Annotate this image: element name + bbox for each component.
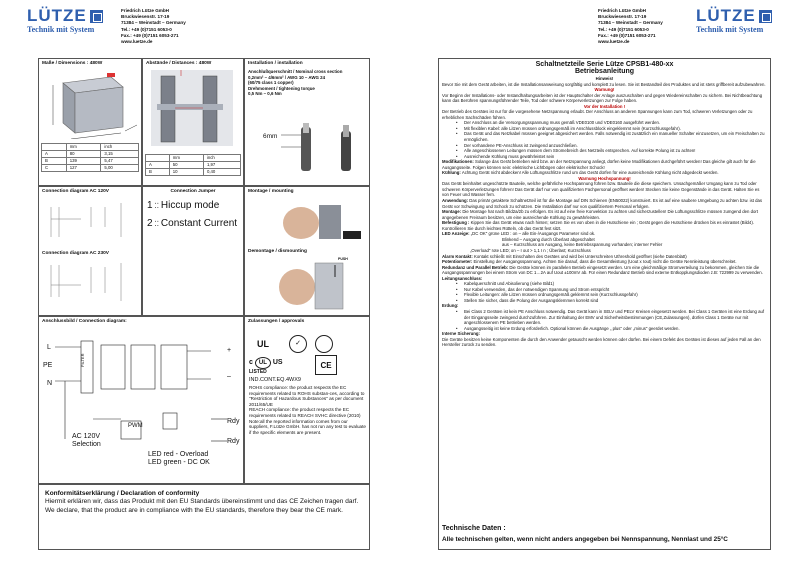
address-line: www.luetze.de — [121, 39, 153, 45]
table-row — [42, 151, 139, 158]
spec-line: (60/75 class 1 copper) — [248, 80, 294, 86]
label: Leitungsanschluss: — [442, 275, 483, 281]
spec-line: 0,2mm² – 4/6mm² / AWG 10 – AWG 24 — [248, 74, 326, 80]
table-row — [42, 158, 139, 165]
schutz-text: Die Geräte besitzen keine Komponenten die durch den Anwender getauscht werden können oder dürfen. Bei einem Defekt des Gerätes ist dieses auf jeden Fall an den Hersteller zurück zu senden. — [442, 336, 761, 348]
output-minus: – — [227, 373, 231, 380]
company-logo-left — [27, 8, 103, 34]
brand-name: LÜTZE — [696, 6, 756, 25]
list-item: • Alle angeschlossenen Leitungen müssen dem Stromebreich des Netzteils entsprechen. Auf korrekte Polung ist zu achten! — [442, 148, 767, 154]
conn-230v-title: Connection diagram AC 230V — [42, 251, 109, 256]
jumper-panel — [142, 186, 244, 316]
dimensions-title: Maße / Dimensions : 480W — [42, 61, 103, 66]
hochspannung-text: Das Gerät beinhaltet ungeschützte Bauteile, welche gefährliche Hochspannung führen bzw. Bauteile die diese speichern. Unsachgemäßer Umgang kann zu Tod oder schweren Körperverletzungen führen! Das Gerät darf nur von qualifizierten Fachpersonal geöffnet werden! Stecken Sie keine Gegenstände in das Gerät. Halten Sie es von Feuer und Wasser fern. — [442, 181, 760, 198]
table-cell: 50 — [169, 162, 203, 169]
brand-tagline: Technik mit System — [27, 25, 95, 34]
conformity-title: Konformitätserklärung / Declaration of conformity — [45, 490, 200, 497]
table-header — [146, 155, 170, 162]
table-cell: C — [42, 165, 67, 172]
address-line: 71384 – Weinstadt – Germany — [121, 20, 186, 26]
table-cell: A — [146, 162, 170, 169]
anwendung-text: Das primär getaktete Schaltnetzteil ist für die Montage auf DIN Schienen (EN50022) konstruiert. Es ist auf eine saubere Umgebung zu achten bzw. ist das Gerät vor Schwingung und Schock zu schützen. Die Installation darf nur von qualifiziertem Personal erfolgen. — [442, 198, 763, 209]
distances-table — [145, 154, 241, 176]
table-cell: 5,47 — [101, 158, 139, 165]
doc-subtitle: Betriebsanleitung — [574, 68, 635, 75]
address-line: Tel.: +49 (0)7151 6053-0 — [598, 26, 649, 32]
approvals-panel — [244, 316, 370, 484]
schematic-title: Anschlussbild / Connection diagram: — [42, 319, 127, 324]
list-item: • Ausgangsseitig ist keine Erdung erforderlich. Optional können die Ausgänge „ plus" oder „minus" geerdet werden. — [442, 326, 767, 332]
jumper-number: 1 — [147, 200, 153, 211]
mounting-drawing — [275, 197, 365, 243]
list-item: • Der vorhandene PE-Anschluss ist zwingend anzuschließen. — [442, 143, 767, 149]
vorsicht-text: Der Betrieb des Gerätes ist nur für die vorgesehene Netzspannung erlaubt. Der Anschluss an anderen Spannungen kann zum Tod, schweren Verletzungen oder zu erheblichen Sachschäden führen. — [442, 109, 753, 120]
list-item: • Der Anschluss an die Versorgungsspannung muss gemäß VDE0100 und VDE0160 ausgeführt werden. — [442, 120, 767, 126]
alarm-text: Kontakt schließt mit Einschalten des Gerätes und wird bei Unterschreiten Uthreshold geöffnet (siehe Datenblatt) — [474, 253, 687, 259]
brand-name: LÜTZE — [27, 6, 87, 25]
label: Redundanz und Parallel Betrieb: — [442, 264, 509, 270]
dismounting-title: Demontage / dismounting — [248, 249, 307, 254]
montage-text: Die Montage hat nach Bild2a/2b zu erfolgen. Es ist auf eine freie Konvektion zu achten und sicherzustellen! Die Lüftungsschlitze müssen zumgend den dort angegebenen Freiraum besitzen, um eine ausreichende Kühlung zu gewährleisten. — [442, 209, 759, 220]
kuehlung-text: Achtung Gerät nicht abdecken! Alle Lüftungsschlitze rund um das Gerät dürfen für eine ausreichende Kühlung nicht abgedeckt werden. — [461, 170, 719, 176]
table-cell: B — [42, 158, 67, 165]
schematic-panel — [38, 316, 244, 484]
redundanz-text: Die Geräte können im parallelen Betrieb eingesetzt werden. Um eine gleichmäßige Stromverteilung zu bekommen, gleichen Sie die Ausgangsspannungen bei einem Strom von DC 1…2A auf Uout ±100mV ab. Für einen Redundanz Betrieb sind externe Entkopplungsdioden z.B: 722999 zu verwenden. — [442, 264, 763, 276]
table-header: inch — [203, 155, 240, 162]
ce-logo-icon — [315, 335, 333, 353]
list-item: • Kabelquerschnitt und Abisolierung (siehe Bild1) — [442, 281, 767, 287]
approvals-notes — [249, 385, 367, 435]
output-plus: + — [227, 347, 232, 354]
table-cell: 1,97 — [203, 162, 240, 169]
label: Modifikationen: — [442, 159, 474, 165]
section-heading: Warnung! — [594, 87, 615, 93]
ce-mark-text: CE — [315, 355, 337, 375]
ul-logo-icon — [253, 339, 273, 355]
jumper-number: 2 — [147, 218, 153, 229]
wire-ferrule-drawing — [277, 121, 367, 181]
table-cell: 80 — [66, 151, 101, 158]
doc-title: Schaltnetzteile Serie Lütze CPSB1-480-xx — [535, 61, 674, 68]
approval-note: ROHS compliance: the product respects the EC requirements related to ROHS substan-ces, according to "Restriction of Hazardous Substances" as per document 2011/65/UE — [249, 385, 365, 407]
tech-data-heading: Technische Daten : — [442, 525, 506, 532]
list-item: • Ausreichende Kühlung muss gewährleistet sein — [442, 154, 767, 160]
installation-title: Installation / installation — [248, 61, 303, 66]
modifikationen-text: Solange das Gerät betrieben wird bzw. an der Netzspannung anliegt, dürfen keine Modifikationen durchgeführt werden! Das gleiche gilt auch für die Ausgangsseite. Folgen können sein: elektrische Lichtbögen oder elektrischer Schock! — [442, 159, 756, 170]
address-line: Fax.: +49 (0)7151 6053-271 — [121, 32, 179, 38]
company-address-left — [121, 8, 186, 45]
jumper-label: Constant Current — [160, 218, 238, 229]
table-cell: 127 — [66, 165, 101, 172]
section-heading: Vor der Installation ! — [583, 103, 626, 109]
label: Alarm Kontakt: — [442, 253, 473, 259]
company-address-right — [598, 8, 663, 45]
ul-listed: LISTED — [249, 369, 267, 375]
spec-line: Drehmoment / tightening torque — [248, 85, 315, 91]
conn-230v-drawing — [41, 257, 141, 315]
ul-circle-icon: UL — [255, 357, 271, 369]
table-header — [42, 144, 67, 151]
befestigung-text: Kippen Sie das Gerät etwas nach hinten; setzen Sie es von oben in die Hutschiene ein ; Gerät gegen die Hutschiene drücken bis es einrastet (Bild4). Kontrollieren Sie durch leichtes Rütteln, ob das Gerät fest sitzt. — [442, 220, 754, 231]
table-header: inch — [101, 144, 139, 151]
conformity-panel — [38, 484, 370, 550]
distances-title: Abstände / Distances : 480W — [146, 61, 212, 66]
filter-label: FILTER — [80, 353, 85, 367]
label: Montage: — [442, 209, 462, 215]
brand-square-icon — [759, 10, 772, 23]
dimensions-drawing — [41, 69, 141, 139]
list-item: • Das Gerät und das Netzkabel müssen geeignet abgesichert werden. Falls notwendig ist zusätzlich ein manueller Schalter einzusetzen, um ein Freischalten zu ermöglichen. — [442, 131, 767, 142]
conn-120v-drawing — [41, 197, 141, 247]
list-item: • Mit flexiblen Kabel: alle Litzen müssen ordnungsgemäß im Anschlussblock eingeklemmt sein (Kurzschlussgefahr). — [442, 126, 767, 132]
address-line: Bruckwiesenstr. 17-19 — [121, 14, 170, 20]
led-green-label: LED green - DC OK — [148, 459, 210, 466]
table-row — [146, 169, 241, 176]
ul-us: US — [272, 359, 283, 366]
mounting-panel — [244, 186, 370, 316]
approvals-title: Zulassungen / approvals — [248, 319, 305, 324]
spec-line: Anschlußquerschnitt / Nominal cross section — [248, 69, 343, 74]
address-line: Fax.: +49 (0)7151 6053-271 — [598, 32, 656, 38]
terminal-pe: PE — [43, 362, 53, 369]
installation-specs — [245, 69, 369, 97]
table-header: mm — [169, 155, 203, 162]
jumper-mode-hiccup: 1 ⁚⁚ Hiccup mode — [147, 200, 220, 211]
warnung-text: Vor Beginn der Installations- oder Instandhaltungsarbeiten ist der Hauptschalter der Anlage auszuschalten und gegen Wiedereinschalten zu sichern. Bei Nichtbeachtung kann das Berühren spannungsführender Teile, Tod oder schwere Körperverletzungen zur Folge haben. — [442, 92, 763, 104]
led-line: „Overload" rote LED; on – I out > 1,1 I n ; Überlast; Kurzschluss — [470, 247, 591, 253]
section-heading: Warnung Hochspannung! — [578, 175, 631, 181]
conformity-de: Hiermit erklären wir, dass das Produkt mit den EU Standards übereinstimmt und das CE Zeichen tragen darf. — [45, 498, 359, 506]
address-line: Friedrich Lütze GmbH — [598, 8, 646, 13]
company-logo-right — [696, 8, 772, 34]
conformity-en: We declare, that the product are in compliance with the EU standards, therefore they bear the CE mark. — [45, 506, 343, 514]
ul-mark-text: UL — [257, 339, 269, 349]
jumper-label: Hiccup mode — [160, 200, 220, 211]
spec-line: 0,5 Nm – 0,6 Nm — [248, 91, 282, 97]
pwm-label: PWM — [128, 423, 143, 429]
connection-diagram-panel — [38, 186, 142, 316]
distances-drawing — [145, 68, 243, 150]
ind-cont-label: IND.CONT.EQ.4WX9 — [249, 377, 301, 383]
terminal-l: L — [47, 344, 51, 351]
address-line: Bruckwiesenstr. 17-19 — [598, 14, 647, 20]
table-cell: A — [42, 151, 67, 158]
label: Kühlung: — [442, 170, 461, 176]
brand-tagline: Technik mit System — [696, 25, 764, 34]
tech-data-text: Alle technischen gelten, wenn nicht anders angegeben bei Nennspannung, Nennlast und 25°C — [442, 536, 728, 543]
conn-120v-title: Connection diagram AC 120V — [42, 189, 109, 194]
schematic-drawing — [41, 329, 241, 479]
dimensions-panel — [38, 58, 142, 186]
instructions-panel — [438, 58, 771, 550]
address-line: 71384 – Weinstadt – Germany — [598, 20, 663, 26]
mounting-title: Montage / mounting — [248, 189, 294, 194]
section-heading: Hinweis! — [595, 76, 614, 81]
brand-square-icon — [90, 10, 103, 23]
table-cell: 3,15 — [101, 151, 139, 158]
table-cell: 0,40 — [203, 169, 240, 176]
terminal-n: N — [47, 380, 53, 387]
installation-panel — [244, 58, 370, 186]
list-item: • Flexible Leitungen: alle Litzen müssen ordnungsgemäß geklemmt sein (Kurzschlussgefahr) — [442, 292, 767, 298]
list-item: • Stellen Sie sicher, dass die Polung der Ausgangsklemmen korrekt sind — [442, 298, 767, 304]
table-row — [146, 162, 241, 169]
jumper-title: Connection Jumper — [170, 189, 216, 194]
ul-c: c — [249, 359, 253, 366]
label: Befestigung : — [442, 220, 470, 226]
label: Erdung: — [442, 303, 459, 309]
strip-length-label: 6mm — [263, 133, 278, 140]
push-label: PUSH — [338, 257, 348, 261]
label: Potentiometer: — [442, 259, 473, 265]
table-cell: 10 — [169, 169, 203, 176]
table-cell: 139 — [66, 158, 101, 165]
ac-selection-label: AC 120V Selection — [72, 433, 101, 448]
poti-text: Einstellung der Ausgangsspannung. Achten Sie darauf, dass die Gesamtleistung (Uout x Iout) nicht die Geräte Nennleistung überschreitet. — [473, 259, 737, 265]
check-mark-icon: ✓ — [289, 335, 307, 353]
list-item: • Bei Class 2 Geräten ist kein PE Anschluss notwendig. Das Gerät kann in SELV und PELV Kreisen eingesetzt werden. Bei Class 1 Geräten ist eine Erdung auf der Eingangsseite zwingend durchzuführen. Zur Einhaltung der EMV und Sicherheitsbestimmungen (CE,Zulassungen), dürfen Class 1 Geräte nur mit angeschlossenem PE betrieben werden. — [442, 309, 767, 326]
hinweis-text: Bevor Sie mit dem Gerät arbeiten, ist die Installationsanweisung sorgfältig und komplett zu lesen. Sie ist Bestandteil des Produktes und ist stets griffbereit aufzubewahren. — [442, 81, 766, 87]
table-cell: B — [146, 169, 170, 176]
label: Interne Sicherung: — [442, 331, 480, 337]
table-cell: 5,00 — [101, 165, 139, 172]
led-line: „DC OK" grüne LED : on – alle Ein-/Ausgangs Parameter sind ok. — [470, 231, 596, 237]
table-header: mm — [66, 144, 101, 151]
approval-note: Note:all the reported information comes from our suppliers, F.Lütze GmbH. has not run any test to evaluate if the specific elements are present. — [249, 418, 366, 435]
led-line: aus – Kurzschluss am Ausgang, keine Betriebsspannung vorhanden; interner Fehler — [502, 242, 663, 248]
led-red-label: LED red - Overload — [148, 451, 209, 458]
dimensions-table — [41, 143, 139, 172]
rdy-label: Rdy — [227, 438, 240, 445]
address-line: www.luetze.de — [598, 39, 630, 45]
label: LED Anzeige: — [442, 231, 470, 237]
approval-note: REACH compliance: the product respects the EC requirements related to REACH SVHC directive (2010) — [249, 407, 361, 418]
address-line: Friedrich Lütze GmbH — [121, 8, 169, 13]
led-line: Blinkend – Ausgang durch Überlast abgeschaltet — [502, 236, 595, 242]
distances-panel — [142, 58, 244, 186]
label: Anwendung: — [442, 198, 469, 204]
table-row — [42, 165, 139, 172]
dismounting-drawing — [275, 257, 365, 315]
jumper-mode-constant: 2 ⁚⁚ Constant Current — [147, 218, 238, 229]
address-line: Tel.: +49 (0)7151 6053-0 — [121, 26, 172, 32]
list-item: • Nur Kabel verwenden, das der notwendigen Spannung und Strom entspricht — [442, 287, 767, 293]
cul-us-listed — [249, 357, 283, 375]
rdy-label: Rdy — [227, 418, 240, 425]
